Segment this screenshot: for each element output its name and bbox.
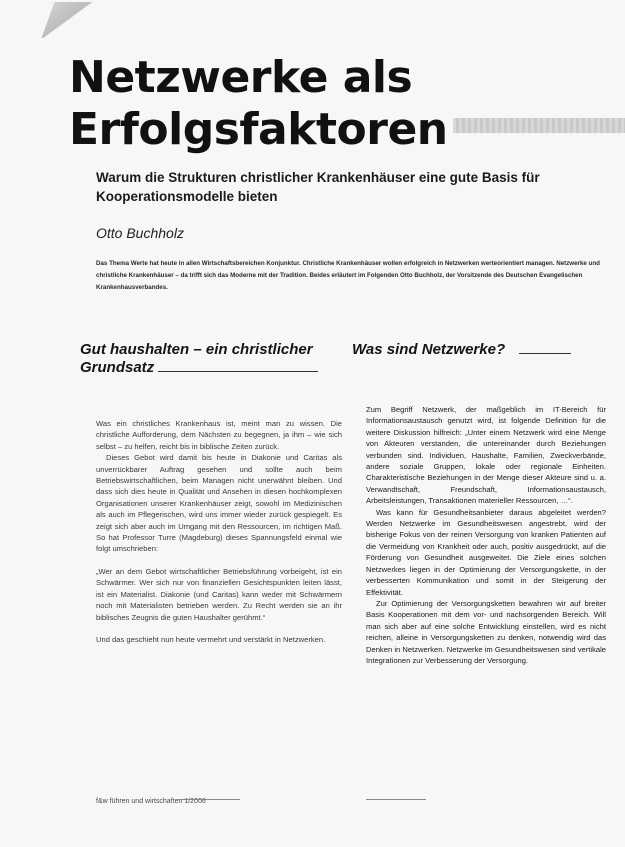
column-left [96,418,342,645]
footer-rule [366,799,426,800]
body-paragraph: Was kann für Gesundheitsanbieter daraus abgeleitet werden? Werden Netzwerke im Gesundheitswesen angestrebt, wird der bisherige Fokus von der reinen Versorgung von kranken Patienten auf die Vermeidung von Krankheit oder auch, positiv ausgedrückt, auf die Förderung von Gesundheit ausgeweitet. Die Ziele eines solchen Netzwerkes liegen in der Optimierung der Versorgungskette, in der verbesserten Kommunikation und somit in der Steigerung der Effektivität. [366,507,606,597]
heading-rule [158,370,318,372]
section-heading-text: Was sind Netzwerke? [352,341,506,358]
corner-decoration [41,2,92,38]
body-paragraph: Zur Optimierung der Versorgungsketten bewahren wir auf breiter Basis Kooperationen mit dem vor- und nachsorgenden Bereich. Will man sich aber auf eine solche Entwicklung einstellen, wird es nicht reichen, alleine in Versorgungsketten zu denken, notwendig wird das Denken in Netzwerken. Netzwerke im Gesundheitswesen sind vertikale Integrationen zur Verbesserung der Versorgung. [366,598,606,665]
column-right [366,404,606,666]
heading-rule [519,352,571,354]
section-heading-haushalten [80,341,340,377]
title-line-1: Netzwerke als [69,52,413,103]
title-decoration-bar [453,118,625,133]
body-paragraph: Und das geschieht nun heute vermehrt und verstärkt in Netzwerken. [96,634,326,644]
article-title [69,52,448,156]
quote-paragraph: „Wer an dem Gebot wirtschaftlicher Betriebsführung vorbeigeht, ist ein Schwärmer. Wer sich nur von finanziellen Gesichtspunkten leiten lässt, ist ein Materialist. Diakonie (und Caritas) kann weder mit Schwärmern noch mit Materialisten betrieben werden. Zu Recht werden sie an ihr biblisches Zeugnis die guten Haushalter gerühmt.“ [96,566,342,622]
title-line-2: Erfolgsfaktoren [69,104,448,155]
body-paragraph: Zum Begriff Netzwerk, der maßgeblich im IT-Bereich für Informationsaustausch genutzt wird, ist folgende Definition für die weitere Diskussion hilfreich: „Unter einem Netzwerk wird eine Menge von Akteuren verstanden, die untereinander durch Beziehungen verbunden sind. Individuen, Haushalte, Familien, Zweckverbände, andere soziale Gruppen, lokale oder regionale Einheiten. Charakteristische Beziehungen in der Menge dieser Akteure sind u. a. Verwandtschaft, Freundschaft, Informationsaustausch, Arbeitsleistungen, Transaktionen materieller Ressourcen, …“. [366,405,606,506]
body-paragraph: Was ein christliches Krankenhaus ist, meint man zu wissen. Die christliche Aufforderung, dem Nächsten zu begegnen, ja ihm – wie sich selbst – zu helfen, reicht bis in biblische Zeiten zurück. [96,419,342,451]
section-heading-netzwerke [352,341,602,359]
author-name: Otto Buchholz [96,225,184,241]
section-heading-text: Gut haushalten – ein christlicher Grundsatz [80,341,313,376]
page-footer: f&w führen und wirtschaften 1/2006 [96,798,206,805]
lead-paragraph: Das Thema Werte hat heute in allen Wirtschaftsbereichen Konjunktur. Christliche Krankenhäuser wollen erfolgreich in Netzwerken werteorientiert managen. Netzwerke und christliche Krankenhäuser – da trifft sich das Moderne mit der Tradition. Beides erläutert im Folgenden Otto Buchholz, der Vorsitzende des Deutschen Evangelischen Krankenhausverbandes. [96,260,600,291]
body-paragraph: Dieses Gebot wird damit bis heute in Diakonie und Caritas als unverrückbarer Auftrag gesehen und sollte auch beim Betriebswirtschaftlichen, beim Managen nicht unerwähnt bleiben. Und dass sich dies heute in Qualität und Ansehen in diesen hochkomplexen Organisationen unserer Krankenhäuser zeigt, sowohl im Medizinischen als auch im Pflegerischen, wird uns immer wieder zurück gespiegelt. Es zeigt sich aber auch im Umgang mit den Ressourcen, im richtigen Maß. So hat Professor Turre (Magdeburg) dieses Spannungsfeld einmal wie folgt umschrieben: [96,453,342,554]
footer-rule [178,799,240,800]
article-subtitle: Warum die Strukturen christlicher Krankenhäuser eine gute Basis für Kooperationsmodelle bieten [96,170,540,204]
